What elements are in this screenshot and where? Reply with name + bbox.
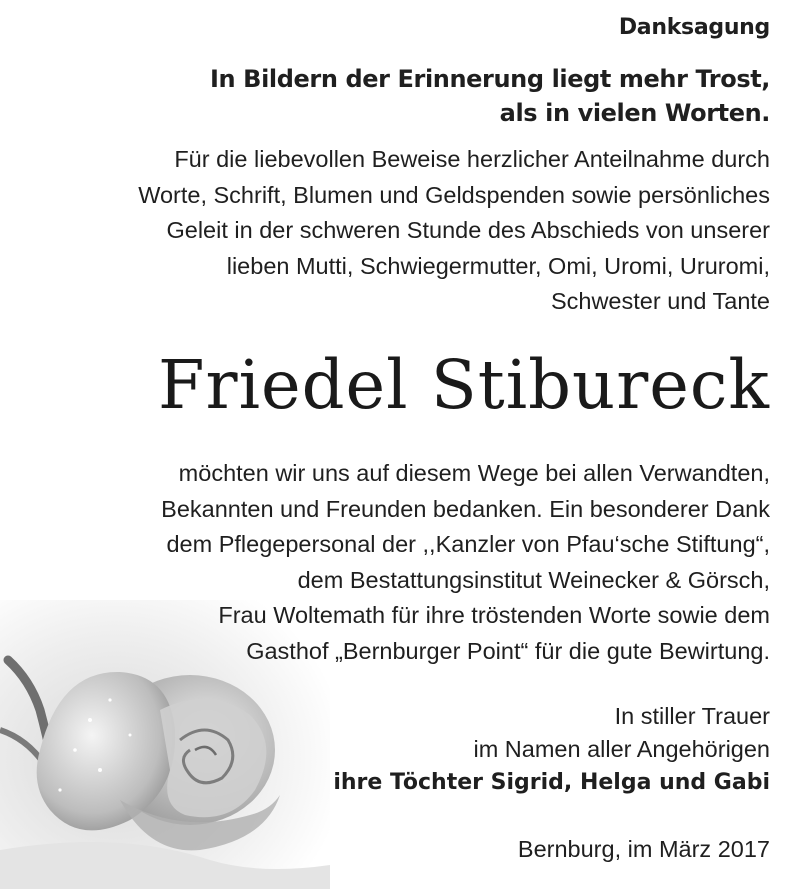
intro-line: Geleit in der schweren Stunde des Abschieds von unserer	[166, 217, 770, 243]
closing-block	[333, 700, 770, 799]
thanks-line: Gasthof „Bernburger Point“ für die gute Bewirtung.	[246, 637, 770, 664]
notice-heading: Danksagung	[618, 15, 770, 40]
intro-line: Schwester und Tante	[550, 288, 770, 314]
thanks-line: möchten wir uns auf diesem Wege bei allen Verwandten,	[178, 460, 770, 486]
closing-line: In stiller Trauer	[614, 703, 770, 729]
thanks-line: dem Pflegepersonal der ,,Kanzler von Pfau‘sche Stiftung“,	[166, 531, 770, 557]
deceased-name: Friedel Stibureck	[158, 346, 770, 424]
thanks-line: Frau Woltemath für ihre tröstenden Worte sowie dem	[218, 602, 770, 628]
quote-line: In Bildern der Erinnerung liegt mehr Trost,	[210, 65, 770, 93]
intro-line: Für die liebevollen Beweise herzlicher Anteilnahme durch	[174, 146, 770, 172]
quote-line: als in vielen Worten.	[499, 99, 770, 127]
thanks-line: dem Bestattungsinstitut Weinecker & Görsch,	[297, 566, 770, 593]
intro-line: Worte, Schrift, Blumen und Geldspenden sowie persönliches	[138, 181, 770, 208]
intro-line: lieben Mutti, Schwiegermutter, Omi, Uromi, Ururomi,	[226, 252, 770, 279]
closing-line: im Namen aller Angehörigen	[473, 736, 770, 762]
intro-paragraph	[10, 142, 770, 320]
quote	[210, 62, 770, 130]
thanks-paragraph	[10, 456, 770, 669]
signers: ihre Töchter Sigrid, Helga und Gabi	[333, 770, 770, 795]
place-date: Bernburg, im März 2017	[517, 836, 770, 862]
thanks-line: Bekannten und Freunden bedanken. Ein besonderer Dank	[161, 495, 770, 522]
